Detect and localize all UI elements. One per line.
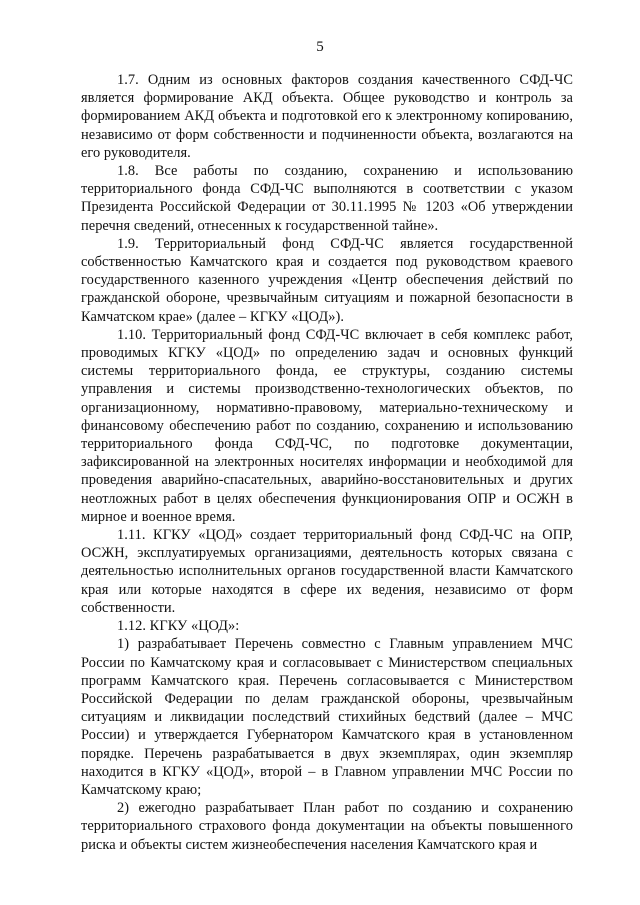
paragraph-1-12-heading: 1.12. КГКУ «ЦОД»: (117, 618, 240, 635)
paragraph-1-11: 1.11. КГКУ «ЦОД» создает территориальный фонд СФД-ЧС на ОПР, ОСЖН, эксплуатируемых организациями, деятельность которых связана с деятельностью исполнительных органов государственной власти Камчатского края или которые находятся в сфере их ведения, независимо от форм собственности. (81, 527, 573, 616)
paragraph-1-9: 1.9. Территориальный фонд СФД-ЧС является государственной собственностью Камчатского края и создается под руководством краевого государственного казенного учреждения «Центр обеспечения действий по гражданской обороне, чрезвычайным ситуациям и пожарной безопасности в Камчатском крае» (далее – КГКУ «ЦОД»). (81, 235, 573, 325)
paragraph-1-7: 1.7. Одним из основных факторов создания качественного СФД-ЧС является формирование АКД объекта. Общее руководство и контроль за формированием АКД объекта и подготовкой его к электронному копированию, независимо от форм собственности и подчиненности объекта, возлагаются на его руководителя. (81, 72, 573, 161)
list-item-2: 2) ежегодно разрабатывает План работ по созданию и сохранению территориального страхового фонда документации на объекты повышенного риска и объекты систем жизнеобеспечения населения Камчатского края и (81, 800, 573, 853)
list-item-1: 1) разрабатывает Перечень совместно с Главным управлением МЧС России по Камчатскому края и согласовывает с Министерством специальных программ Камчатского края. Перечень согласовывается с Министерством Российской Федерации по делам гражданской обороны, чрезвычайным ситуациям и ликвидации последствий стихийных бедствий (далее – МЧС России) и утверждается Губернатором Камчатского края в установленном порядке. Перечень разрабатывается в двух экземплярах, один экземпляр находится в КГКУ «ЦОД», второй – в Главном управлении МЧС России по Камчатскому краю; (81, 636, 573, 798)
paragraph-1-8: 1.8. Все работы по созданию, сохранению и использованию территориального фонда СФД-ЧС выполняются в соответствии с указом Президента Российской Федерации от 30.11.1995 № 1203 «Об утверждении перечня сведений, отнесенных к государственной тайне». (81, 163, 573, 234)
page-number: 5 (316, 39, 324, 55)
document-body (81, 71, 573, 854)
paragraph-1-10: 1.10. Территориальный фонд СФД-ЧС включает в себя комплекс работ, проводимых КГКУ «ЦОД» по определению задач и основных функций системы территориального фонда, ее структуры, созданию системы управления и системы производственно-технологических объектов, по организационному, нормативно-правовому, материально-техническому и финансовому обеспечению работ по созданию, сохранению и использованию территориального фонда СФД-ЧС, по подготовке документации, зафиксированной на электронных носителях информации и необходимой для проведения аварийно-спасательных, аварийно-восстановительных и других неотложных работ в целях обеспечения функционирования ОПР и ОСЖН в мирное и военное время. (81, 326, 573, 525)
